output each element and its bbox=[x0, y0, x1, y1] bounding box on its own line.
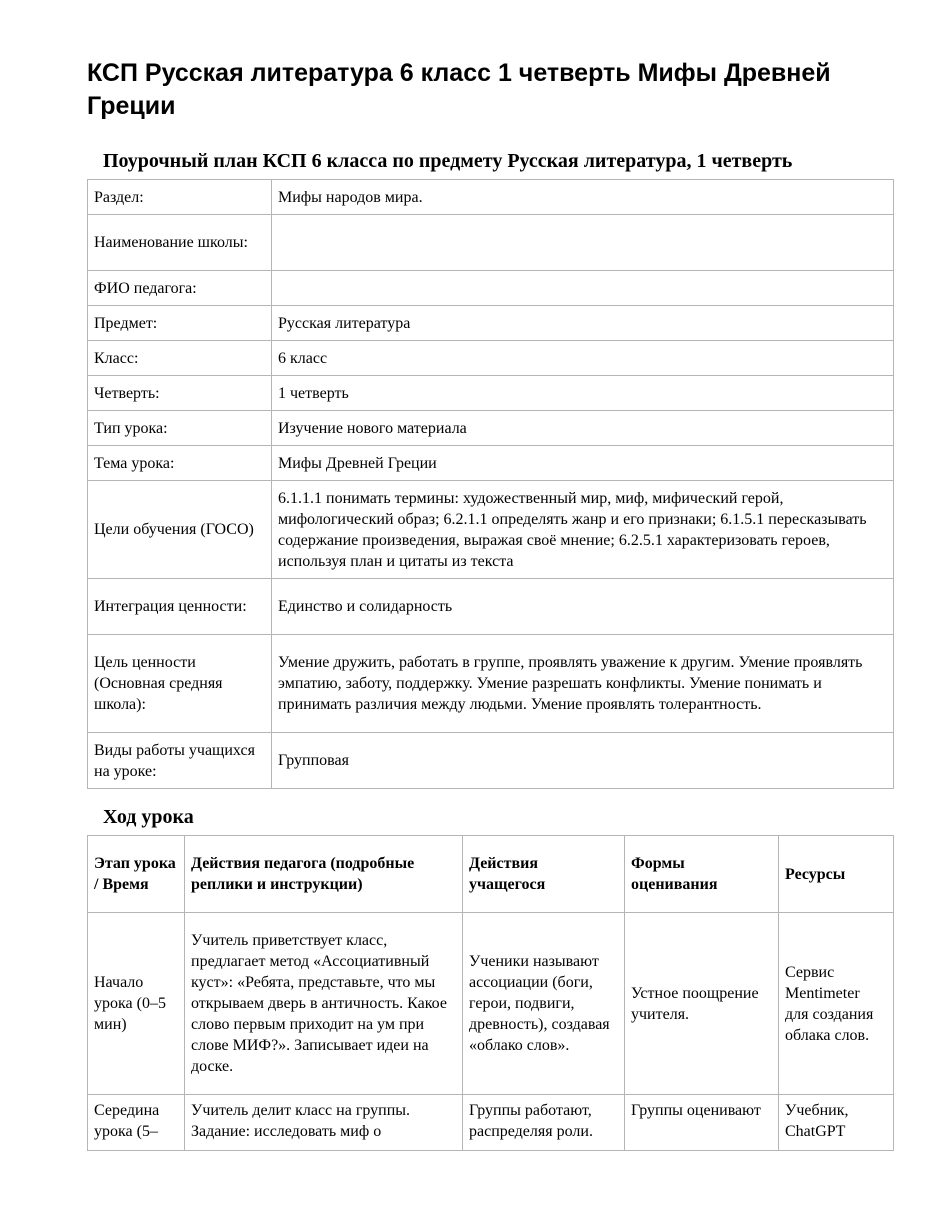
cell-teacher-actions: Учитель делит класс на группы. Задание: исследовать миф о bbox=[185, 1095, 463, 1151]
info-value: 6.1.1.1 понимать термины: художественный мир, миф, мифический герой, мифологический образ; 6.2.1.1 определять жанр и его признаки; 6.1.5.1 пересказывать содержание произведения, выражая своё мнение; 6.2.5.1 характеризовать героев, используя план и цитаты из текста bbox=[272, 481, 894, 579]
info-value: Единство и солидарность bbox=[272, 579, 894, 635]
info-label: Цель ценности (Основная средняя школа): bbox=[88, 635, 272, 733]
cell-resources: Сервис Mentimeter для создания облака слов. bbox=[779, 913, 894, 1095]
info-row-work-types bbox=[88, 733, 894, 789]
lesson-flow-table bbox=[87, 835, 894, 1151]
info-row-value-integration bbox=[88, 579, 894, 635]
cell-assessment: Группы оценивают bbox=[625, 1095, 779, 1151]
info-label: Раздел: bbox=[88, 180, 272, 215]
header-resources: Ресурсы bbox=[779, 836, 894, 913]
info-row-quarter bbox=[88, 376, 894, 411]
info-value: Умение дружить, работать в группе, проявлять уважение к другим. Умение проявлять эмпатию, заботу, поддержку. Умение разрешать конфликты. Умение понимать и принимать различия между людьми. Умение проявлять толерантность. bbox=[272, 635, 894, 733]
info-label: Тип урока: bbox=[88, 411, 272, 446]
cell-stage: Начало урока (0–5 мин) bbox=[88, 913, 185, 1095]
header-student-actions: Действия учащегося bbox=[463, 836, 625, 913]
info-value: Мифы Древней Греции bbox=[272, 446, 894, 481]
info-label: Наименование школы: bbox=[88, 215, 272, 271]
lesson-table-header bbox=[88, 836, 894, 913]
table-row bbox=[88, 1095, 894, 1151]
info-row-lesson-type bbox=[88, 411, 894, 446]
info-label: Четверть: bbox=[88, 376, 272, 411]
cell-assessment: Устное поощрение учителя. bbox=[625, 913, 779, 1095]
info-row-teacher bbox=[88, 271, 894, 306]
info-label: Тема урока: bbox=[88, 446, 272, 481]
cell-resources: Учебник, ChatGPT bbox=[779, 1095, 894, 1151]
info-row-value-goal bbox=[88, 635, 894, 733]
info-value: Мифы народов мира. bbox=[272, 180, 894, 215]
info-row-section bbox=[88, 180, 894, 215]
info-value: 1 четверть bbox=[272, 376, 894, 411]
info-label: Интеграция ценности: bbox=[88, 579, 272, 635]
info-row-grade bbox=[88, 341, 894, 376]
info-value bbox=[272, 215, 894, 271]
cell-student-actions: Ученики называют ассоциации (боги, герои, подвиги, древность), создавая «облако слов». bbox=[463, 913, 625, 1095]
info-value: Групповая bbox=[272, 733, 894, 789]
lesson-heading: Ход урока bbox=[103, 806, 194, 828]
info-row-topic bbox=[88, 446, 894, 481]
cell-teacher-actions: Учитель приветствует класс, предлагает метод «Ассоциативный куст»: «Ребята, представьте, что мы открываем дверь в античность. Какое слово первым приходит на ум при слове МИФ?». Записывает идеи на доске. bbox=[185, 913, 463, 1095]
info-value: 6 класс bbox=[272, 341, 894, 376]
info-label: Цели обучения (ГОСО) bbox=[88, 481, 272, 579]
header-stage: Этап урока / Время bbox=[88, 836, 185, 913]
info-row-school bbox=[88, 215, 894, 271]
cell-student-actions: Группы работают, распределяя роли. bbox=[463, 1095, 625, 1151]
info-label: Виды работы учащихся на уроке: bbox=[88, 733, 272, 789]
info-value: Русская литература bbox=[272, 306, 894, 341]
header-teacher-actions: Действия педагога (подробные реплики и инструкции) bbox=[185, 836, 463, 913]
lesson-info-table bbox=[87, 179, 894, 789]
page-title: КСП Русская литература 6 класс 1 четверть Мифы Древней Греции bbox=[87, 59, 831, 120]
info-label: Класс: bbox=[88, 341, 272, 376]
info-row-learning-goals bbox=[88, 481, 894, 579]
header-assessment: Формы оценивания bbox=[625, 836, 779, 913]
plan-heading: Поурочный план КСП 6 класса по предмету Русская литература, 1 четверть bbox=[103, 150, 793, 172]
info-label: Предмет: bbox=[88, 306, 272, 341]
info-label: ФИО педагога: bbox=[88, 271, 272, 306]
info-value: Изучение нового материала bbox=[272, 411, 894, 446]
info-value bbox=[272, 271, 894, 306]
table-row bbox=[88, 913, 894, 1095]
cell-stage: Середина урока (5– bbox=[88, 1095, 185, 1151]
info-row-subject bbox=[88, 306, 894, 341]
